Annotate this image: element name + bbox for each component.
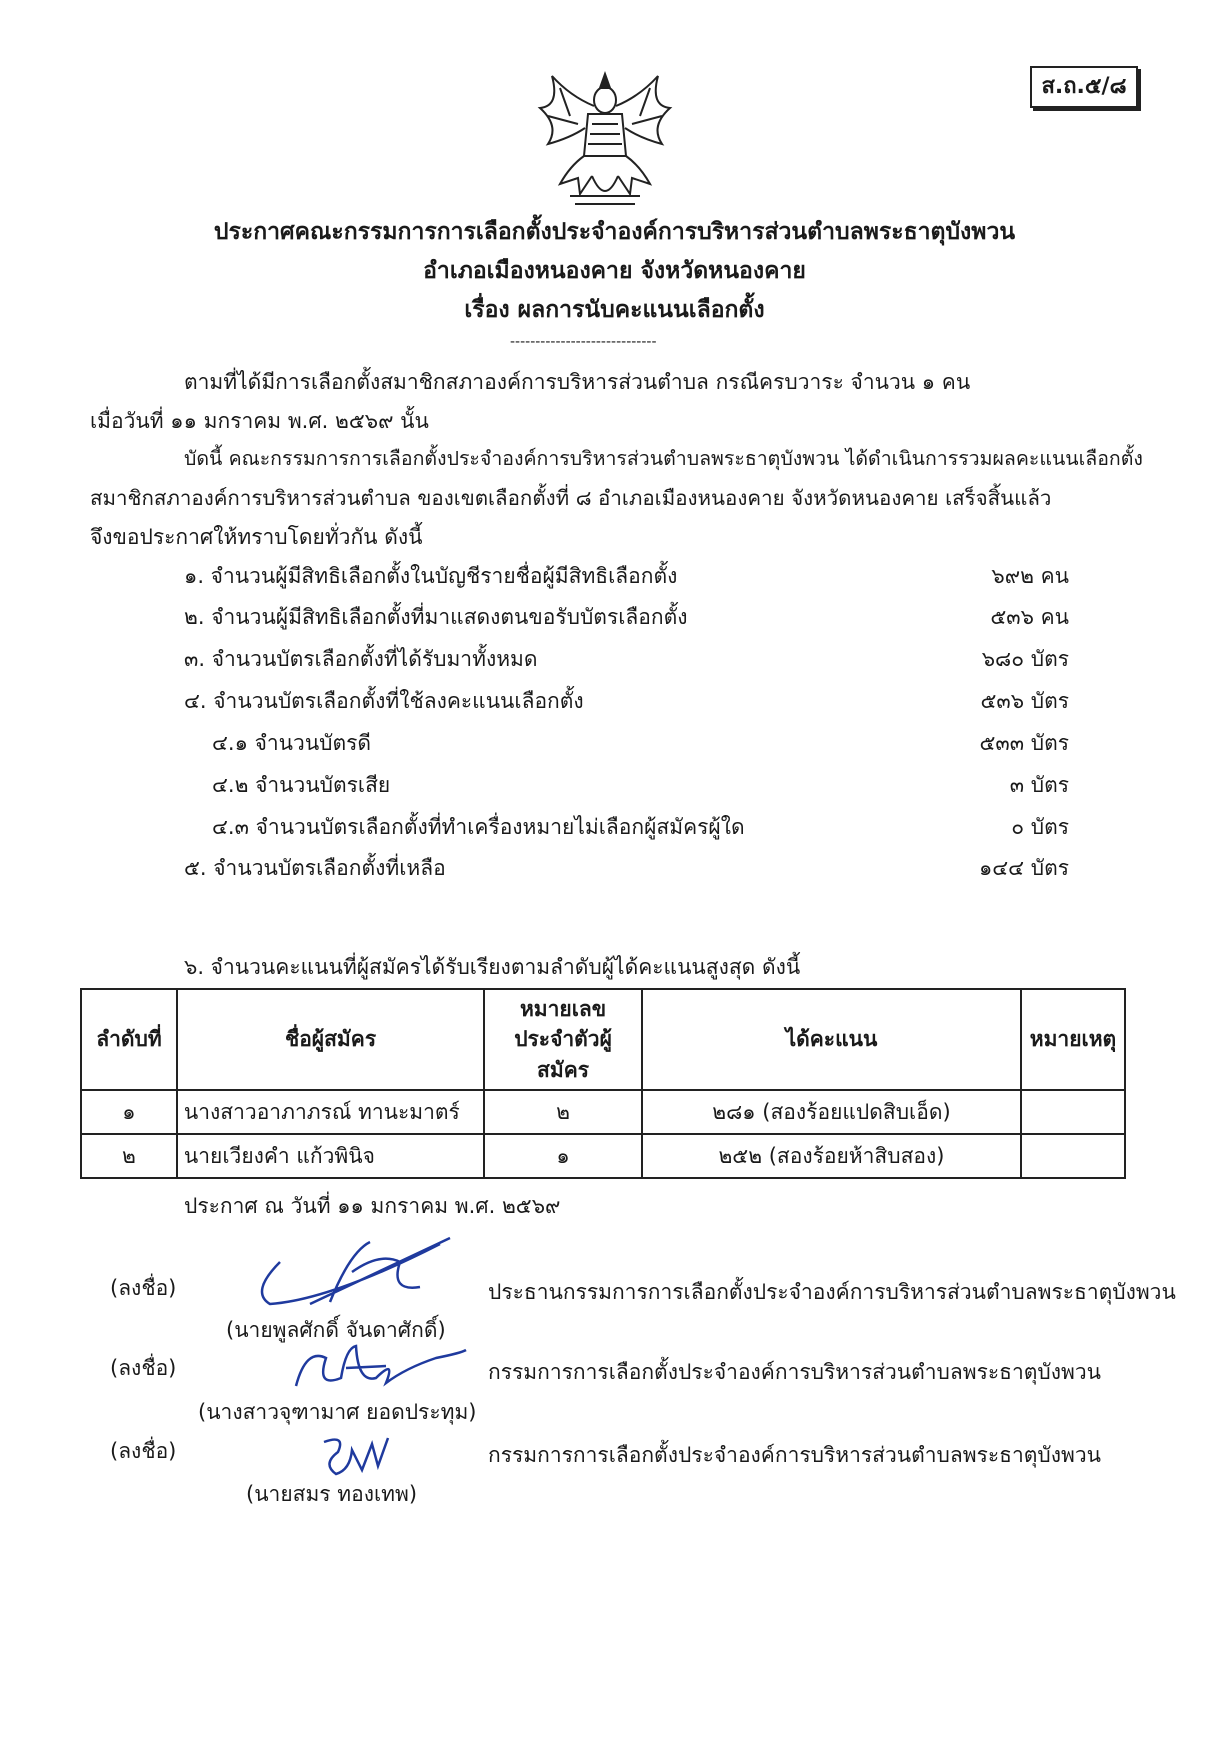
results-table [80, 988, 1126, 1179]
announce-date: ประกาศ ณ วันที่ ๑๑ มกราคม พ.ศ. ๒๕๖๙ [184, 1194, 561, 1218]
item-4-1-label: ๔.๑ จำนวนบัตรดี [212, 731, 372, 755]
header-divider: ----------------------------- [510, 334, 657, 350]
item-4-2-value: ๓ บัตร [1009, 773, 1069, 797]
intro-p2-line2: สมาชิกสภาองค์การบริหารส่วนตำบล ของเขตเลือกตั้งที่ ๘ อำเภอเมืองหนองคาย จังหวัดหนองคาย เสร็จสิ้นแล้ว [90, 486, 1052, 510]
header-line-2: อำเภอเมืองหนองคาย จังหวัดหนองคาย [423, 258, 806, 284]
form-code: ส.ถ.๕/๘ [1041, 74, 1127, 99]
signature-2-mark [286, 1338, 476, 1398]
item-3-label: ๓. จำนวนบัตรเลือกตั้งที่ได้รับมาทั้งหมด [184, 647, 538, 671]
intro-p1-line1: ตามที่ได้มีการเลือกตั้งสมาชิกสภาองค์การบริหารส่วนตำบล กรณีครบวาระ จำนวน ๑ คน [184, 370, 971, 394]
row-number: ๒ [484, 1090, 642, 1134]
col-votes-header: ได้คะแนน [642, 989, 1021, 1090]
col-rank-header: ลำดับที่ [81, 989, 177, 1090]
item-5-value: ๑๔๔ บัตร [978, 856, 1069, 880]
item-4-1-value: ๕๓๓ บัตร [979, 731, 1069, 755]
header-line-1: ประกาศคณะกรรมการการเลือกตั้งประจำองค์การบริหารส่วนตำบลพระธาตุบังพวน [213, 219, 1016, 245]
sign-label-3: (ลงชื่อ) [110, 1439, 177, 1463]
row-remark [1021, 1090, 1125, 1134]
table-row [81, 1134, 1125, 1178]
intro-p1-line2: เมื่อวันที่ ๑๑ มกราคม พ.ศ. ๒๕๖๙ นั้น [90, 409, 429, 433]
sign-position-3: กรรมการการเลือกตั้งประจำองค์การบริหารส่วนตำบลพระธาตุบังพวน [488, 1443, 1101, 1467]
item-4-2-label: ๔.๒ จำนวนบัตรเสีย [212, 773, 391, 797]
sign-position-1: ประธานกรรมการการเลือกตั้งประจำองค์การบริหารส่วนตำบลพระธาตุบังพวน [488, 1280, 1176, 1304]
header-subject: เรื่อง ผลการนับคะแนนเลือกตั้ง [464, 297, 765, 323]
sign-name-1: (นายพูลศักดิ์ จันดาศักดิ์) [226, 1318, 446, 1342]
row-rank: ๑ [81, 1090, 177, 1134]
item-3-value: ๖๘๐ บัตร [981, 647, 1069, 671]
sign-label-2: (ลงชื่อ) [110, 1356, 177, 1380]
sign-name-3: (นายสมร ทองเทพ) [246, 1482, 418, 1506]
row-remark [1021, 1134, 1125, 1178]
item-4-3-label: ๔.๓ จำนวนบัตรเลือกตั้งที่ทำเครื่องหมายไม่เลือกผู้สมัครผู้ใด [212, 815, 745, 839]
sign-position-2: กรรมการการเลือกตั้งประจำองค์การบริหารส่วนตำบลพระธาตุบังพวน [488, 1360, 1101, 1384]
row-name: นางสาวอาภาภรณ์ ทานะมาตร์ [177, 1090, 484, 1134]
signature-3-mark [316, 1430, 396, 1482]
col-number-header-l1: หมายเลข [519, 997, 607, 1021]
form-code-box [1030, 66, 1138, 108]
col-number-header [484, 989, 642, 1090]
sign-name-2: (นางสาวจุฑามาศ ยอดประทุม) [198, 1400, 477, 1424]
row-number: ๑ [484, 1134, 642, 1178]
col-remark-header: หมายเหตุ [1021, 989, 1125, 1090]
sign-label-1: (ลงชื่อ) [110, 1276, 177, 1300]
table-row [81, 1090, 1125, 1134]
item-4-value: ๕๓๖ บัตร [980, 689, 1069, 713]
row-votes: ๒๘๑ (สองร้อยแปดสิบเอ็ด) [642, 1090, 1021, 1134]
item-1-label: ๑. จำนวนผู้มีสิทธิเลือกตั้งในบัญชีรายชื่อผู้มีสิทธิเลือกตั้ง [184, 564, 678, 588]
signature-1-mark [240, 1232, 470, 1322]
item-4-3-value: ๐ บัตร [1011, 815, 1069, 839]
item-4-label: ๔. จำนวนบัตรเลือกตั้งที่ใช้ลงคะแนนเลือกตั้ง [184, 689, 584, 713]
item-1-value: ๖๙๒ คน [991, 564, 1069, 588]
item-5-label: ๕. จำนวนบัตรเลือกตั้งที่เหลือ [184, 856, 446, 880]
item-2-label: ๒. จำนวนผู้มีสิทธิเลือกตั้งที่มาแสดงตนขอรับบัตรเลือกตั้ง [184, 605, 688, 629]
col-number-header-l2: ประจำตัวผู้สมัคร [514, 1027, 612, 1082]
row-rank: ๒ [81, 1134, 177, 1178]
col-name-header: ชื่อผู้สมัคร [177, 989, 484, 1090]
table-header-row [81, 989, 1125, 1090]
row-votes: ๒๕๒ (สองร้อยห้าสิบสอง) [642, 1134, 1021, 1178]
item-6-label: ๖. จำนวนคะแนนที่ผู้สมัครได้รับเรียงตามลำดับผู้ได้คะแนนสูงสุด ดังนี้ [184, 955, 801, 979]
intro-p2-line1: บัดนี้ คณะกรรมการการเลือกตั้งประจำองค์การบริหารส่วนตำบลพระธาตุบังพวน ได้ดำเนินการรวมผลคะแนนเลือกตั้ง [184, 447, 1143, 470]
item-2-value: ๕๓๖ คน [990, 605, 1069, 629]
row-name: นายเวียงคำ แก้วพินิจ [177, 1134, 484, 1178]
garuda-emblem-icon [530, 66, 680, 216]
intro-p2-line3: จึงขอประกาศให้ทราบโดยทั่วกัน ดังนี้ [90, 525, 423, 549]
